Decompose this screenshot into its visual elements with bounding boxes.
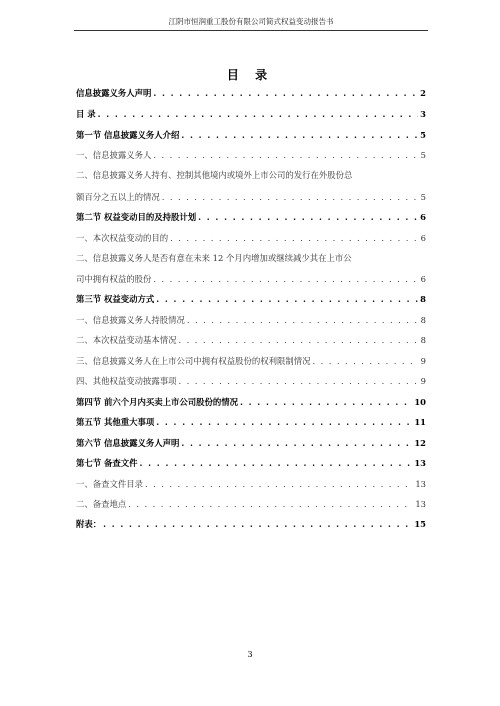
toc-entry-page: 8: [420, 294, 426, 304]
dot-leader: [179, 335, 419, 346]
toc-entry-page: 6: [420, 212, 426, 222]
toc-entry-1-1[interactable]: [76, 150, 426, 161]
toc-entry-label: 一、信息披露义务人: [76, 150, 152, 160]
toc-entry-section-4[interactable]: [76, 397, 426, 408]
toc-entry-label: 信息披露义务人声明: [76, 88, 152, 98]
toc-entry-page: 8: [420, 335, 426, 345]
toc-entry-page: 10: [414, 397, 426, 407]
dot-leader: [153, 274, 418, 285]
toc-entry-page: 15: [414, 519, 426, 529]
toc-entry-7-1[interactable]: [76, 479, 426, 490]
page-number: 3: [247, 650, 253, 659]
toc-entry-label: 一、信息披露义务人持股情况: [76, 315, 185, 325]
dot-leader: [153, 88, 418, 99]
toc-entry-section-1[interactable]: [76, 130, 426, 141]
dot-leader: [145, 479, 413, 490]
dot-leader: [181, 130, 418, 141]
dot-leader: [162, 192, 419, 203]
toc-entry-page: 6: [420, 233, 426, 243]
toc-entry-section-3[interactable]: [76, 294, 426, 305]
toc-entry-label: 一、备查文件目录: [76, 479, 143, 489]
dot-leader: [103, 519, 412, 530]
toc-entry-1-2-line1[interactable]: 二、信息披露义务人持有、控制其他境内或境外上市公司的发行在外股份总: [76, 170, 353, 180]
toc-entry-section-5[interactable]: [76, 417, 426, 428]
toc-entry-label: 二、本次权益变动基本情况: [76, 335, 177, 345]
toc-entry-section-2[interactable]: [76, 212, 426, 223]
dot-leader: [140, 458, 413, 469]
dot-leader: [313, 356, 419, 367]
dot-leader: [156, 294, 418, 305]
toc-entry-page: 12: [414, 438, 426, 448]
toc-entry-label: 第五节 其他重大事项: [76, 417, 155, 427]
toc-entry-page: 13: [415, 499, 426, 509]
toc-entry-appendix[interactable]: [76, 519, 426, 530]
page-title: 目 录: [226, 68, 274, 82]
toc-entry-label: 第一节 信息披露义务人介绍: [76, 130, 180, 140]
dot-leader: [179, 376, 419, 387]
dot-leader: [198, 212, 418, 223]
dot-leader: [187, 315, 419, 326]
dot-leader: [170, 233, 419, 244]
toc-entry-label: 额百分之五以上的情况: [76, 192, 160, 202]
dot-leader: [98, 109, 419, 120]
toc-entry-3-3[interactable]: [76, 356, 426, 367]
toc-entry-3-2[interactable]: [76, 335, 426, 346]
toc-entry-page: 11: [414, 417, 426, 427]
toc-entry-7-2[interactable]: [76, 499, 426, 510]
running-header: 江阴市恒润重工股份有限公司简式权益变动报告书: [74, 16, 428, 31]
toc-entry-label: 三、信息披露义务人在上市公司中拥有权益股份的权利限制情况: [76, 356, 311, 366]
toc-entry-3-4[interactable]: [76, 376, 426, 387]
dot-leader: [181, 438, 412, 449]
toc-entry-contents[interactable]: [76, 109, 426, 120]
toc-entry-2-1[interactable]: [76, 233, 426, 244]
toc-entry-label: 第三节 权益变动方式: [76, 294, 155, 304]
toc-entry-label: 二、备查地点: [76, 499, 127, 509]
toc-entry-label: 第七节 备查文件: [76, 458, 138, 468]
toc-entry-label: 第二节 权益变动目的及持股计划: [76, 212, 197, 222]
toc-entry-page: 3: [420, 109, 426, 119]
toc-entry-page: 8: [420, 315, 426, 325]
toc-entry-3-1[interactable]: [76, 315, 426, 326]
toc-entry-page: 2: [420, 88, 426, 98]
toc-entry-page: 5: [420, 130, 426, 140]
toc-entry-page: 13: [414, 458, 426, 468]
toc-entry-section-6[interactable]: [76, 438, 426, 449]
toc-entry-1-2[interactable]: [76, 192, 426, 203]
toc-entry-page: 9: [420, 376, 426, 386]
toc-entry-2-2[interactable]: [76, 274, 426, 285]
toc-entry-label: 第六节 信息披露义务人声明: [76, 438, 180, 448]
toc-entry-page: 5: [420, 192, 426, 202]
toc-entry-label: 第四节 前六个月内买卖上市公司股份的情况: [76, 397, 239, 407]
dot-leader: [156, 417, 412, 428]
dot-leader: [128, 499, 413, 510]
toc-entry-label: 四、其他权益变动披露事项: [76, 376, 177, 386]
dot-leader: [240, 397, 412, 408]
toc-entry-page: 6: [420, 274, 426, 284]
toc-entry-label: 一、本次权益变动的目的: [76, 233, 169, 243]
toc-entry-label: 附表：: [76, 519, 102, 529]
toc-entry-section-7[interactable]: [76, 458, 426, 469]
toc-entry-page: 13: [415, 479, 426, 489]
toc-entry-2-2-line1[interactable]: 二、信息披露义务人是否有意在未来 12 个月内增加或继续减少其在上市公: [76, 253, 352, 263]
toc-entry-label: 目 录: [76, 109, 96, 119]
toc-entry-label: 司中拥有权益的股份: [76, 274, 152, 284]
toc-entry-page: 9: [420, 356, 426, 366]
dot-leader: [153, 150, 418, 161]
toc-entry-declaration[interactable]: [76, 88, 426, 99]
toc-entry-page: 5: [420, 150, 426, 160]
